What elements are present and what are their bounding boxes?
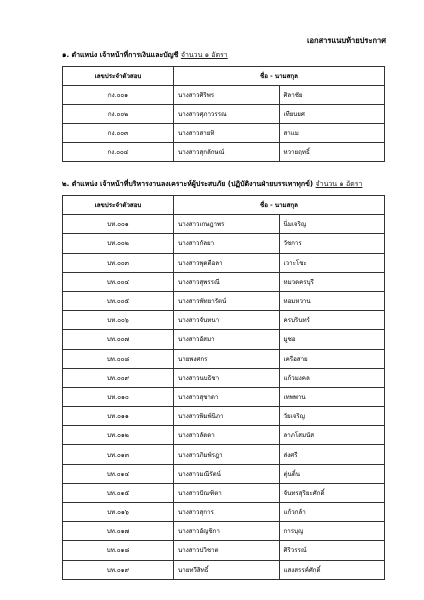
first-name-cell: นายทวีสิทธิ์ — [174, 560, 280, 579]
col-header-id: เลขประจำตัวสอบ — [63, 67, 174, 86]
last-name-cell: แสงสรรค์ศักดิ์ — [279, 560, 385, 579]
last-name-cell: เวาะโชะ — [279, 253, 385, 272]
table-header-row — [63, 67, 385, 86]
first-name-cell: นางสาวสุกลักษณ์ — [174, 143, 280, 162]
table-row — [63, 387, 385, 406]
last-name-cell: หอมหวาน — [279, 291, 385, 310]
last-name-cell: วัยเจริญ — [279, 407, 385, 426]
first-name-cell: นางสาวสุชาดา — [174, 387, 280, 406]
first-name-cell: นางสาวสุพรรณี — [174, 272, 280, 291]
section2-heading — [62, 179, 392, 190]
table-row — [63, 407, 385, 426]
last-name-cell: เทียบยศ — [279, 105, 385, 124]
first-name-cell: นางสาวภิมพ์รฎา — [174, 445, 280, 464]
last-name-cell: ส่งศรี — [279, 445, 385, 464]
table-row — [63, 464, 385, 483]
first-name-cell: นางสาวศิริพร — [174, 86, 280, 105]
document-header: เอกสารแนบท้ายประกาศ — [306, 36, 386, 45]
first-name-cell: นางสาวลัดดา — [174, 426, 280, 445]
first-name-cell: นางสาวพัทยารัตน์ — [174, 291, 280, 310]
section1-title: ๑. ตำแหน่ง เจ้าหน้าที่การเงินและบัญชี — [62, 51, 179, 59]
table-row — [63, 541, 385, 560]
first-name-cell: นางสาวกัลยา — [174, 234, 280, 253]
last-name-cell: การบุญ — [279, 522, 385, 541]
first-name-cell: นางสาวปวิชาต — [174, 541, 280, 560]
section1-table — [62, 66, 385, 162]
first-name-cell: นางสาวอัญชิกา — [174, 522, 280, 541]
last-name-cell: ศิริวรรณ์ — [279, 541, 385, 560]
table-row — [63, 311, 385, 330]
first-name-cell: นางสาวนบธิชา — [174, 368, 280, 387]
table-row — [63, 272, 385, 291]
table-row — [63, 124, 385, 143]
section2-table — [62, 195, 385, 580]
exam-id-cell: บท.๐๐๘ — [63, 349, 174, 368]
section2-count: จำนวน ๑ อัตรา — [315, 180, 363, 188]
exam-id-cell: บท.๐๐๑ — [63, 215, 174, 234]
exam-id-cell: บท.๐๐๓ — [63, 253, 174, 272]
exam-id-cell: บท.๐๑๗ — [63, 522, 174, 541]
last-name-cell: หวายฤทธิ์ — [279, 143, 385, 162]
first-name-cell: นางสาวสุการ — [174, 503, 280, 522]
last-name-cell: แก้วมงคล — [279, 368, 385, 387]
exam-id-cell: บท.๐๐๖ — [63, 311, 174, 330]
exam-id-cell: บท.๐๑๕ — [63, 483, 174, 502]
exam-id-cell: บท.๐๐๒ — [63, 234, 174, 253]
exam-id-cell: กง.๐๐๓ — [63, 124, 174, 143]
table-row — [63, 291, 385, 310]
first-name-cell: นางสาวพุดตีอลา — [174, 253, 280, 272]
first-name-cell: นางสาวเกษฎาพร — [174, 215, 280, 234]
last-name-cell: ครบรินทร์ — [279, 311, 385, 330]
last-name-cell: มูซอ — [279, 330, 385, 349]
table-row — [63, 143, 385, 162]
table-row — [63, 105, 385, 124]
section2-table-body — [63, 215, 385, 580]
exam-id-cell: บท.๐๐๕ — [63, 291, 174, 310]
last-name-cell: ศิลาชัย — [279, 86, 385, 105]
table-row — [63, 215, 385, 234]
table-row — [63, 86, 385, 105]
exam-id-cell: บท.๐๑๐ — [63, 387, 174, 406]
table-row — [63, 503, 385, 522]
table-row — [63, 330, 385, 349]
col-header-id: เลขประจำตัวสอบ — [63, 196, 174, 215]
exam-id-cell: บท.๐๑๙ — [63, 560, 174, 579]
exam-id-cell: บท.๐๑๖ — [63, 503, 174, 522]
first-name-cell: นายพงศกร — [174, 349, 280, 368]
first-name-cell: นางสาวจันทนา — [174, 311, 280, 330]
last-name-cell: สาแม — [279, 124, 385, 143]
exam-id-cell: บท.๐๐๗ — [63, 330, 174, 349]
table-row — [63, 368, 385, 387]
last-name-cell: เครือสาย — [279, 349, 385, 368]
exam-id-cell: บท.๐๑๘ — [63, 541, 174, 560]
table-row — [63, 445, 385, 464]
table-row — [63, 234, 385, 253]
col-header-name: ชื่อ - นามสกุล — [174, 196, 385, 215]
table-header-row — [63, 196, 385, 215]
exam-id-cell: บท.๐๐๔ — [63, 272, 174, 291]
first-name-cell: นางสาวศุภาวรรณ — [174, 105, 280, 124]
last-name-cell: ตุ่นดิ้น — [279, 464, 385, 483]
section1-table-body — [63, 86, 385, 162]
last-name-cell: แก้วกล้า — [279, 503, 385, 522]
exam-id-cell: บท.๐๐๙ — [63, 368, 174, 387]
exam-id-cell: บท.๐๑๓ — [63, 445, 174, 464]
exam-id-cell: บท.๐๑๑ — [63, 407, 174, 426]
last-name-cell: นิ่มเจริญ — [279, 215, 385, 234]
last-name-cell: หมวดครบุรี — [279, 272, 385, 291]
table-row — [63, 426, 385, 445]
col-header-name: ชื่อ - นามสกุล — [174, 67, 385, 86]
section2-title: ๒. ตำแหน่ง เจ้าหน้าที่บริหารงานลงเคราะห์ผู้ประสบภัย (ปฏิบัติงานฝ่ายบรรเทาทุกข์) — [62, 180, 314, 188]
section1-heading — [62, 50, 392, 61]
last-name-cell: วัชการ — [279, 234, 385, 253]
exam-id-cell: กง.๐๐๔ — [63, 143, 174, 162]
exam-id-cell: บท.๐๑๔ — [63, 464, 174, 483]
first-name-cell: นางสาวสายทิ — [174, 124, 280, 143]
first-name-cell: นางสาวอัสมา — [174, 330, 280, 349]
exam-id-cell: กง.๐๐๒ — [63, 105, 174, 124]
last-name-cell: ลาภโสมนัส — [279, 426, 385, 445]
table-row — [63, 522, 385, 541]
last-name-cell: จันทรสุริยะศักดิ์ — [279, 483, 385, 502]
table-row — [63, 483, 385, 502]
first-name-cell: นางสาวมณีรัตน์ — [174, 464, 280, 483]
table-row — [63, 349, 385, 368]
first-name-cell: นางสาวปัณฑิตา — [174, 483, 280, 502]
last-name-cell: เทพพาน — [279, 387, 385, 406]
table-row — [63, 253, 385, 272]
table-row — [63, 560, 385, 579]
exam-id-cell: กง.๐๐๑ — [63, 86, 174, 105]
exam-id-cell: บท.๐๑๒ — [63, 426, 174, 445]
first-name-cell: นางสาวพิมพ์นิภา — [174, 407, 280, 426]
section1-count: จำนวน ๑ อัตรา — [180, 51, 228, 59]
